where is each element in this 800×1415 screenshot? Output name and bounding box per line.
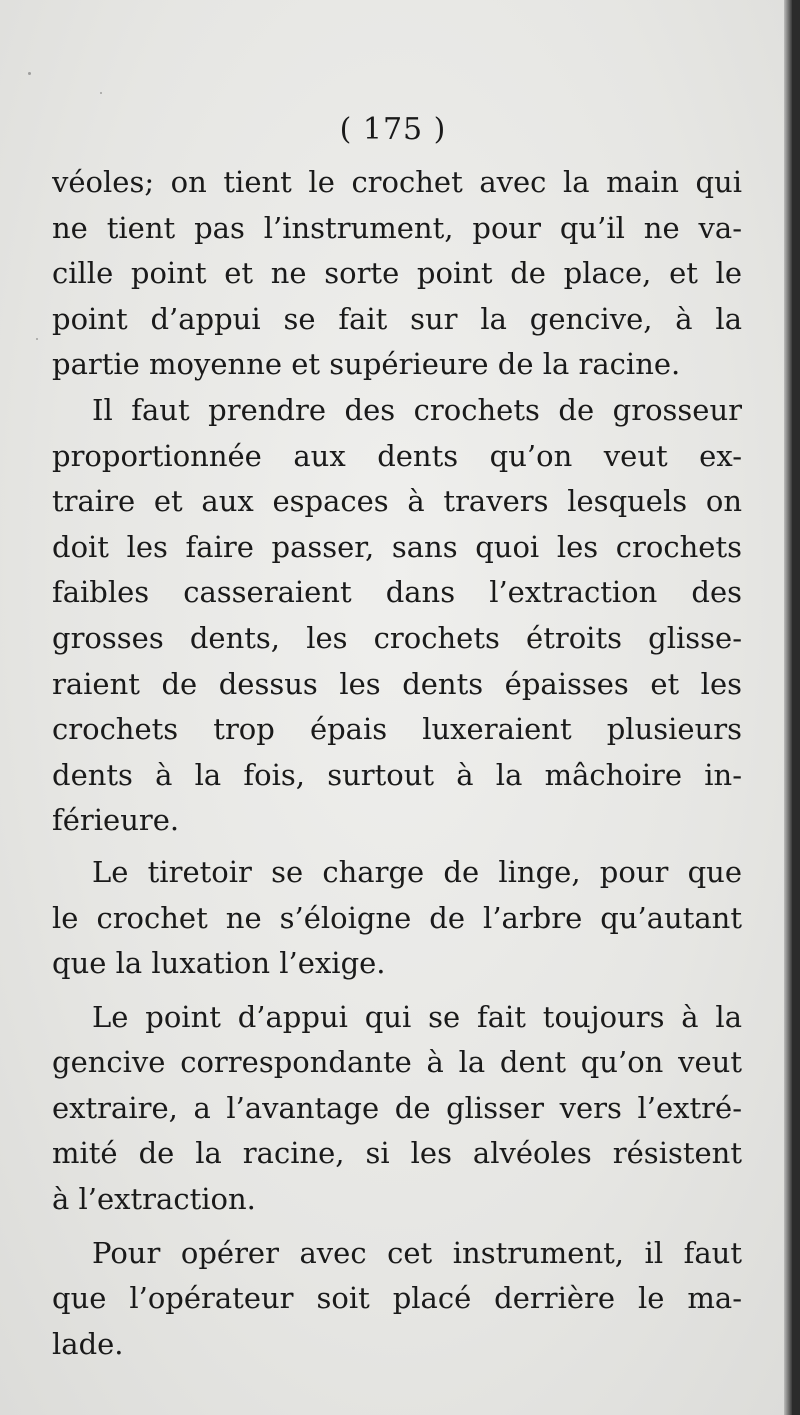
text-line: Le point d’appui qui se fait toujours à la (92, 999, 742, 1034)
text-line: mité de la racine, si les alvéoles résistent (52, 1136, 742, 1171)
text-line: partie moyenne et supérieure de la racine. (52, 347, 681, 382)
page-edge-shadow (784, 0, 792, 1415)
text-line: Pour opérer avec cet instrument, il faut (92, 1235, 742, 1270)
page-text (52, 110, 742, 1367)
text-line: véoles; on tient le crochet avec la main qui (52, 165, 742, 199)
ink-speck (100, 92, 102, 94)
text-line: cille point et ne sorte point de place, et le (52, 256, 742, 291)
text-line: raient de dessus les dents épaisses et les (52, 666, 742, 701)
text-line: traire et aux espaces à travers lesquels on (52, 484, 742, 519)
page-number: ( 175 ) (339, 112, 447, 147)
paragraph (52, 388, 742, 844)
text-line: proportionnée aux dents qu’on veut ex- (52, 438, 742, 473)
text-line: à l’extraction. (52, 1182, 256, 1217)
text-line: Il faut prendre des crochets de grosseur (92, 392, 742, 427)
text-line: gencive correspondante à la dent qu’on veut (52, 1045, 742, 1080)
ink-speck (36, 338, 38, 340)
ink-speck (28, 72, 31, 75)
text-line: que l’opérateur soit placé derrière le ma- (52, 1281, 742, 1316)
paragraph (52, 160, 742, 388)
text-line: que la luxation l’exige. (52, 946, 386, 981)
text-line: crochets trop épais luxeraient plusieurs (52, 712, 742, 747)
paragraph (52, 995, 742, 1223)
paragraphs (52, 160, 742, 1367)
text-line: lade. (52, 1326, 124, 1361)
text-line: faibles casseraient dans l’extraction des (52, 575, 742, 610)
text-line: point d’appui se fait sur la gencive, à la (52, 301, 742, 336)
text-line: extraire, a l’avantage de glisser vers l’extré- (52, 1090, 742, 1125)
text-line: dents à la fois, surtout à la mâchoire in- (52, 757, 742, 792)
paragraph (52, 850, 742, 987)
text-line: doit les faire passer, sans quoi les crochets (52, 529, 742, 564)
text-line: férieure. (52, 803, 180, 838)
text-line: le crochet ne s’éloigne de l’arbre qu’autant (52, 900, 742, 935)
paragraph (52, 1231, 742, 1368)
text-line: ne tient pas l’instrument, pour qu’il ne va- (52, 210, 742, 245)
text-line: grosses dents, les crochets étroits glisse- (52, 620, 742, 655)
text-line: Le tiretoir se charge de linge, pour que (92, 854, 742, 889)
